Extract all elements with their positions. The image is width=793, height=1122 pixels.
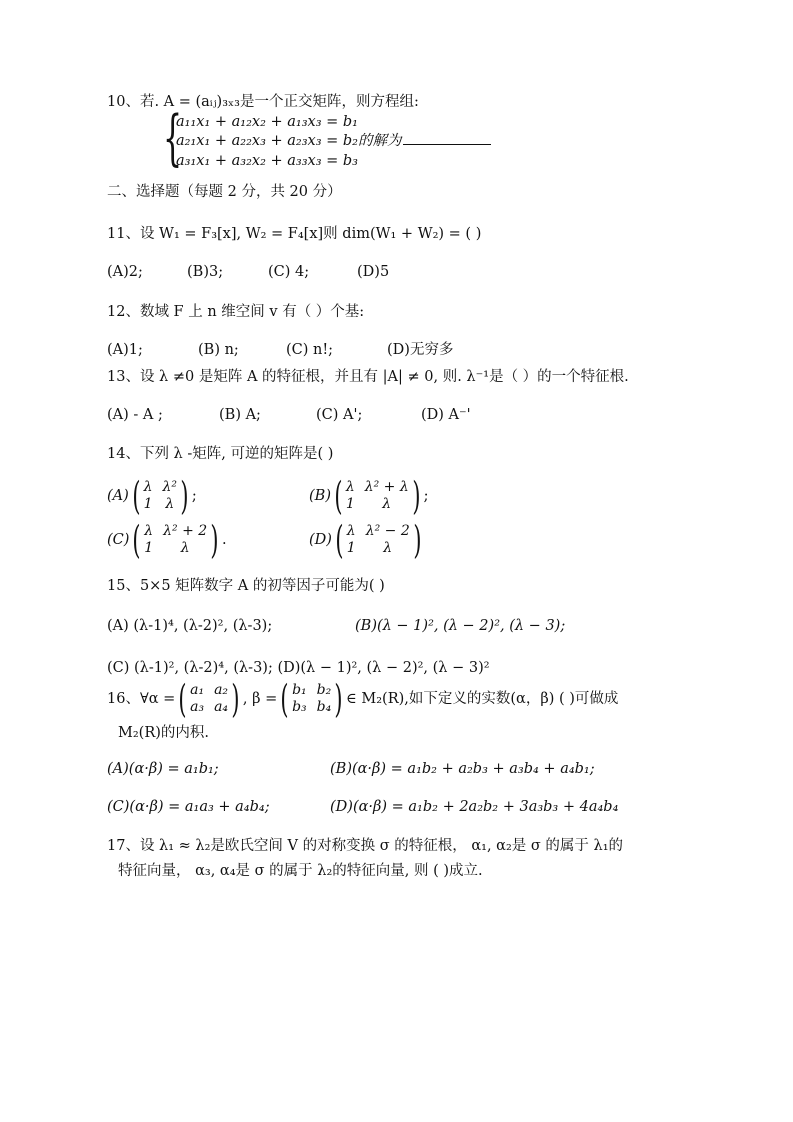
q15-option-b: (B)(λ − 1)², (λ − 2)², (λ − 3); (355, 618, 566, 634)
q10-eq3: a₃₁x₁ + a₃₂x₂ + a₃₃x₃ = b₃ (176, 153, 358, 169)
q13-stem: 13、设 λ ≠0 是矩阵 A 的特征根，并且有 |A| ≠ 0, 则. λ⁻¹是（ ）的一个特征根. (107, 369, 629, 385)
q17-line2: 特征向量， α₃, α₄是 σ 的属于 λ₂的特征向量, 则 ( )成立. (118, 863, 483, 879)
matrix: ( λ λ² − 2 1 λ ) (335, 518, 422, 562)
beta-matrix: ( b₁ b₂ b₃ b₄ ) (280, 677, 343, 721)
q12-option-a: (A)1; (107, 342, 143, 358)
section-heading: 二、选择题（每题 2 分，共 20 分） (107, 184, 342, 200)
q15-option-cd: (C) (λ-1)², (λ-2)⁴, (λ-3); (D)(λ − 1)², (λ − 2)², (λ − 3)² (107, 660, 490, 676)
q14-option-a: (A) ( λ λ² 1 λ ) ; (107, 474, 197, 518)
q15-option-a: (A) (λ-1)⁴, (λ-2)², (λ-3); (107, 618, 273, 634)
option-label: (C) (107, 532, 130, 548)
answer-blank[interactable] (403, 143, 491, 145)
q12-stem: 12、数域 F 上 n 维空间 v 有（ ）个基: (107, 304, 365, 320)
q12-option-c: (C) n!; (286, 342, 334, 358)
matrix: ( λ λ² + λ 1 λ ) (334, 474, 421, 518)
q11-option-a: (A)2; (107, 264, 143, 280)
option-label: (A) (107, 488, 129, 504)
alpha-matrix: ( a₁ a₂ a₃ a₄ ) (178, 677, 240, 721)
q16-option-c: (C)(α·β) = a₁a₃ + a₄b₄; (107, 799, 270, 815)
matrix: ( λ λ² + 2 1 λ ) (132, 518, 219, 562)
q13-option-a: (A) - A ; (107, 407, 163, 423)
q17-line1: 17、设 λ₁ ≈ λ₂是欧氏空间 V 的对称变换 σ 的特征根， α₁, α₂是 σ 的属于 λ₁的 (107, 838, 624, 854)
q10-eq2: a₂₁x₁ + a₂₂x₃ + a₂₃x₃ = b₂的解为 (176, 131, 491, 151)
option-label: (B) (309, 488, 331, 504)
q14-stem: 14、下列 λ -矩阵, 可逆的矩阵是( ) (107, 446, 334, 462)
q12-option-d: (D)无穷多 (387, 342, 454, 358)
q15-stem: 15、5×5 矩阵数字 A 的初等因子可能为( ) (107, 578, 385, 594)
q13-option-c: (C) A'; (316, 407, 363, 423)
q11-option-b: (B)3; (187, 264, 224, 280)
option-label: (D) (309, 532, 332, 548)
q14-option-d (309, 518, 425, 562)
q12-option-b: (B) n; (198, 342, 239, 358)
q10-eq1: a₁₁x₁ + a₁₂x₂ + a₁₃x₃ = b₁ (176, 114, 358, 130)
q13-option-b: (B) A; (219, 407, 261, 423)
brace: { (163, 103, 183, 173)
q16-option-d: (D)(α·β) = a₁b₂ + 2a₂b₂ + 3a₃b₃ + 4a₄b₄ (330, 799, 619, 815)
q14-option-b: (B) ( λ λ² + λ 1 λ ) ; (309, 474, 429, 518)
q13-option-d: (D) A⁻' (421, 407, 471, 423)
q11-option-c: (C) 4; (268, 264, 310, 280)
q11-stem: 11、设 W₁ = F₃[x], W₂ = F₄[x]则 dim(W₁ + W₂) = ( ) (107, 226, 482, 242)
matrix: ( λ λ² 1 λ ) (132, 474, 189, 518)
q10-stem: 10、若. A = (aᵢⱼ)₃ₓ₃是一个正交矩阵，则方程组: (107, 94, 419, 110)
q11-option-d: (D)5 (357, 264, 390, 280)
q16-line2: M₂(R)的内积. (118, 725, 209, 741)
q16-stem: 16、∀α = ( a₁ a₂ a₃ a₄ ) , β = ( b₁ b₂ b₃ b₄ ) ∈ M₂(R),如下定义的实数(α，β) ( )可做成 (107, 677, 619, 721)
q16-option-b: (B)(α·β) = a₁b₂ + a₂b₃ + a₃b₄ + a₄b₁; (330, 761, 595, 777)
q14-option-c: (C) ( λ λ² + 2 1 λ ) . (107, 518, 227, 562)
q16-option-a: (A)(α·β) = a₁b₁; (107, 761, 219, 777)
